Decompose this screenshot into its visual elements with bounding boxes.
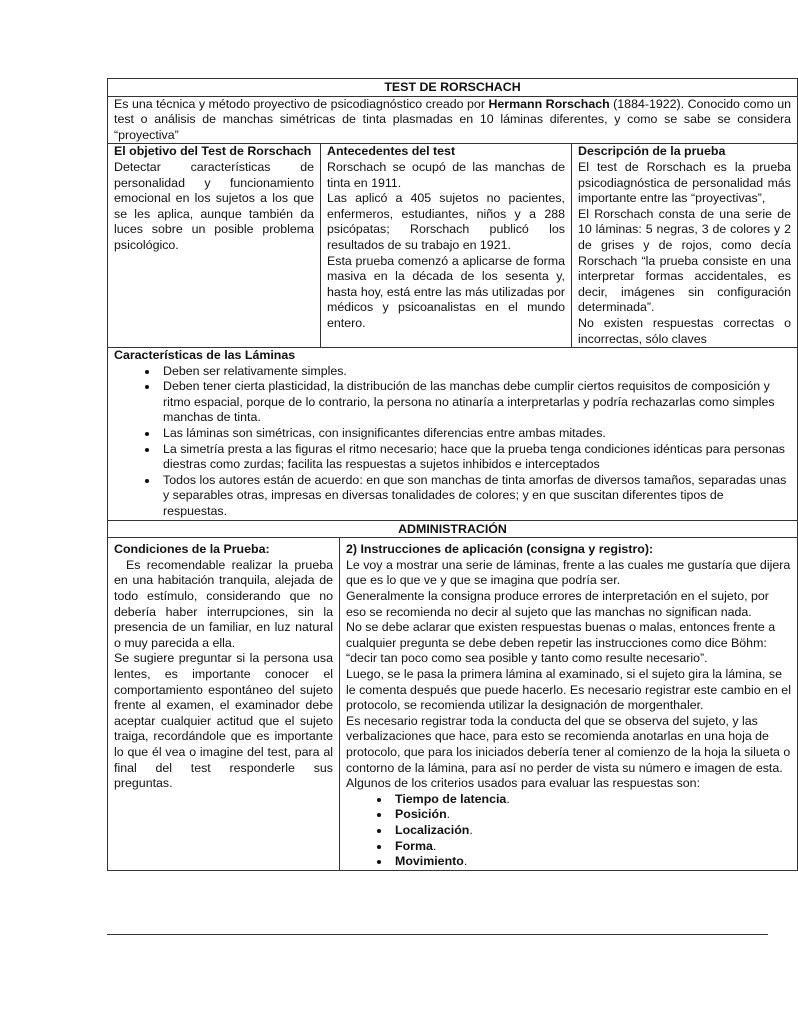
three-column-row	[108, 144, 798, 348]
list-item: • Deben ser relativamente simples.	[159, 364, 791, 380]
list-item: • Deben tener cierta plasticidad, la distribución de las manchas debe cumplir ciertos requisitos de composición y ritmo espacial, porque de lo contrario, la persona no atinaría a interpretarlas y podría rechazarlas como simples manchas de tinta.	[159, 379, 791, 426]
condiciones-heading: Condiciones de la Prueba:	[114, 542, 270, 557]
instrucciones-cell	[340, 538, 798, 870]
title-row	[108, 79, 798, 97]
administracion-body-row	[108, 538, 798, 870]
descripcion-paragraph: No existen respuestas correctas o incorrectas, sólo claves	[578, 315, 791, 346]
criterio-item	[391, 854, 791, 870]
condiciones-paragraph: Se sugiere preguntar si la persona usa lentes, es importante conocer el comportamiento espontáneo del sujeto frente al examen, el examinador debe aceptar cualquier actitud que el sujeto traiga, recordándole que es importante lo que él vea o imagine del test, para al final del test responderle sus preguntas.	[114, 651, 333, 791]
intro-author: Hermann Rorschach	[488, 96, 610, 111]
intro-text	[108, 96, 798, 144]
instrucciones-paragraph: Generalmente la consigna produce errores de interpretación en el sujeto, por eso se recomienda no decir al sujeto que las manchas no significan nada.	[346, 589, 769, 619]
criterio-item	[391, 807, 791, 823]
objetivo-cell	[108, 144, 321, 348]
instrucciones-heading: 2) Instrucciones de aplicación (consigna y registro):	[346, 542, 654, 557]
objetivo-text: Detectar características de personalidad y funcionamiento emocional en los sujetos a los que se les aplica, aunque también da luces sobre un posible problema psicológico.	[114, 159, 314, 252]
criterio-label: Tiempo de latencia	[395, 791, 507, 806]
list-item: • Las láminas son simétricas, con insignificantes diferencias entre ambas mitades.	[159, 426, 791, 442]
intro-row	[108, 96, 798, 144]
intro-post: (1884-1922). Conocido como un test o análisis de manchas simétricas de tinta plasmadas en 10 láminas diferentes, y como se sabe se considera “proyectiva”	[114, 96, 791, 142]
descripcion-paragraph: El Rorschach consta de una serie de 10 láminas: 5 negras, 3 de colores y 2 de grises y de rojos, como decía Rorschach “la prueba consiste en una interpretar formas accidentales, es decir, imágenes sin configuración determinada”.	[578, 206, 791, 315]
antecedentes-cell	[321, 144, 572, 348]
antecedentes-heading: Antecedentes del test	[327, 144, 456, 159]
instrucciones-paragraph: Le voy a mostrar una serie de láminas, frente a las cuales me gustaría que dijera que es lo que ve y que se imagina que podría ser.	[346, 557, 791, 588]
criterio-label: Forma	[395, 838, 433, 853]
criterio-item	[391, 839, 791, 855]
criterio-label: Posición	[395, 807, 447, 822]
criterio-label: Movimiento	[395, 854, 464, 869]
criterio-label: Localización	[395, 822, 470, 837]
objetivo-heading: El objetivo del Test de Rorschach	[114, 144, 312, 159]
instrucciones-paragraph: Es necesario registrar toda la conducta del que se observa del sujeto, y las verbalizaciones que hace, para esto se recomienda anotarlas en una hoja de protocolo, que para los iniciados debería tener al comienzo de la hoja la silueta o contorno de la lámina, para así no perder de vista su número e imagen de esta.	[346, 713, 791, 775]
criterio-item	[391, 792, 791, 808]
list-item: • La simetría presta a las figuras el ritmo necesario; hace que la prueba tenga condiciones idénticas para personas diestras como zurdas; facilita las respuestas a sujetos inhibidos e interceptados	[159, 442, 791, 473]
condiciones-cell	[108, 538, 340, 870]
descripcion-heading: Descripción de la prueba	[578, 144, 726, 159]
criterio-suffix: .	[463, 854, 468, 869]
rorschach-table	[107, 78, 798, 871]
document-title: TEST DE RORSCHACH	[108, 79, 798, 97]
caracteristicas-row	[108, 348, 798, 521]
criterio-suffix: .	[446, 807, 451, 822]
instrucciones-paragraph: Algunos de los criterios usados para evaluar las respuestas son:	[346, 776, 701, 791]
administracion-row	[108, 520, 798, 538]
condiciones-paragraph: Es recomendable realizar la prueba en una habitación tranquila, alejada de todo estímulo, considerando que no debería haber interrupciones, sin la presencia de un familiar, en luz natural o muy parecida a ella.	[114, 557, 333, 650]
table-bottom-border	[107, 934, 768, 935]
criterio-suffix: .	[469, 822, 473, 837]
document-page	[107, 78, 791, 935]
criterio-suffix: .	[506, 791, 510, 806]
list-item: • Todos los autores están de acuerdo: en que son manchas de tinta amorfas de diversos tamaños, separadas unas y separables otras, impresas en diversas tonalidades de colores; y en que suscitan diferentes tipos de respuestas.	[159, 473, 791, 520]
intro-pre: Es una técnica y método proyectivo de psicodiagnóstico creado por	[114, 96, 489, 111]
caracteristicas-list	[114, 364, 791, 520]
criterios-list	[346, 792, 791, 870]
descripcion-paragraph: El test de Rorschach es la prueba psicodiagnóstica de personalidad más importante entre las “proyectivas”,	[578, 159, 791, 206]
antecedentes-paragraph: Las aplicó a 405 sujetos no pacientes, enfermeros, estudiantes, niños y a 288 psicópatas; Rorschach publicó los resultados de su trabajo en 1921.	[327, 191, 565, 252]
caracteristicas-heading: Características de las Láminas	[114, 348, 296, 363]
criterio-suffix: .	[432, 838, 437, 853]
antecedentes-paragraph: Esta prueba comenzó a aplicarse de forma masiva en la década de los sesenta y, hasta hoy, está entre las más utilizadas por médicos y psicoanalistas en el mundo entero.	[327, 253, 565, 330]
administracion-heading: ADMINISTRACIÓN	[108, 520, 798, 538]
antecedentes-paragraph: Rorschach se ocupó de las manchas de tinta en 1911.	[327, 159, 565, 190]
descripcion-cell	[572, 144, 798, 348]
caracteristicas-cell	[108, 348, 798, 521]
instrucciones-paragraph: Luego, se le pasa la primera lámina al examinado, si el sujeto gira la lámina, se le comenta después que puede hacerlo. Es necesario registrar este cambio en el protocolo, se recomienda utilizar la designación de morgenthaler.	[346, 666, 791, 713]
instrucciones-paragraph: No se debe aclarar que existen respuestas buenas o malas, entonces frente a cualquier pregunta se debe deben repetir las instrucciones como dice Böhm: “decir tan poco como sea posible y tanto como resulte necesario”.	[346, 620, 776, 666]
criterio-item	[391, 823, 791, 839]
